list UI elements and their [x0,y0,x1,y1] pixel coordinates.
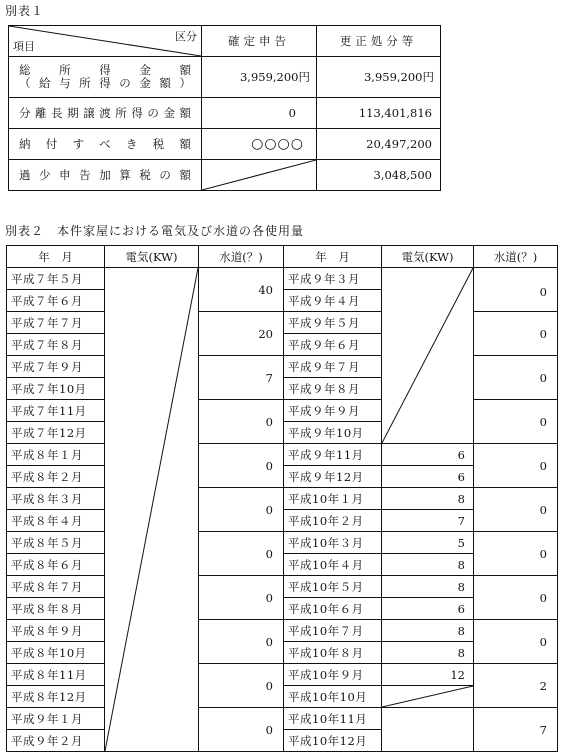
header-year-month: 年 月 [284,246,382,268]
electricity-cell: 8 [382,620,474,642]
month-cell: 平成８年９月 [7,620,105,642]
water-cell: 0 [474,620,558,664]
table1-header-row [9,26,441,57]
water-cell: 0 [474,312,558,356]
table1-row [9,129,441,160]
month-cell: 平成８年２月 [7,466,105,488]
month-cell: 平成９年３月 [284,268,382,290]
water-cell: 0 [474,444,558,488]
month-cell: 平成８年11月 [7,664,105,686]
month-cell: 平成９年６月 [284,334,382,356]
table-row [7,576,558,598]
month-cell: 平成７年９月 [7,356,105,378]
table2-header-row [7,246,558,268]
month-cell: 平成９年11月 [284,444,382,466]
electricity-cell: 6 [382,598,474,620]
label-line2: （給与所得の金額） [19,76,191,90]
month-cell: 平成７年11月 [7,400,105,422]
cell-value: 113,401,816 [317,98,441,129]
header-water: 水道(？) [474,246,558,268]
electricity-cell: 6 [382,466,474,488]
diagonal-line [382,268,473,443]
table-row [7,356,558,378]
month-cell: 平成10年10月 [284,686,382,708]
electricity-cell: 6 [382,444,474,466]
water-cell: 0 [199,488,284,532]
empty-diagonal-cell [105,268,199,752]
water-cell: 0 [199,532,284,576]
empty-diagonal-cell [382,686,474,708]
month-cell: 平成10年７月 [284,620,382,642]
month-cell: 平成10年12月 [284,730,382,752]
electricity-cell: 8 [382,642,474,664]
table-row [7,620,558,642]
water-cell: 0 [199,400,284,444]
water-cell: 0 [474,356,558,400]
electricity-cell: 8 [382,488,474,510]
diagonal-line [9,26,201,56]
table1-row [9,160,441,191]
month-cell: 平成８年５月 [7,532,105,554]
water-cell: 0 [199,708,284,752]
table-row [7,444,558,466]
table2 [6,245,558,752]
water-cell: 0 [474,488,558,532]
empty-diagonal-cell [382,268,474,444]
diagonal-line [202,160,316,190]
month-cell: 平成７年12月 [7,422,105,444]
empty-diagonal-cell [202,160,317,191]
water-cell: 0 [474,576,558,620]
header-kakutei: 確定申告 [202,26,317,57]
table-row [7,400,558,422]
water-cell: 2 [474,664,558,708]
electricity-cell: 5 [382,532,474,554]
diagonal-line [382,686,473,707]
month-cell: 平成10年９月 [284,664,382,686]
month-cell: 平成９年８月 [284,378,382,400]
month-cell: 平成10年６月 [284,598,382,620]
electricity-cell: 7 [382,510,474,532]
month-cell: 平成10年４月 [284,554,382,576]
label-line1: 総所得金額 [19,63,191,77]
water-cell: 7 [199,356,284,400]
table1-corner-cell [9,26,202,57]
month-cell: 平成７年６月 [7,290,105,312]
month-cell: 平成９年７月 [284,356,382,378]
row-label: 過少申告加算税の額 [9,160,202,191]
month-cell: 平成９年９月 [284,400,382,422]
table2-title: 別表２ 本件家屋における電気及び水道の各使用量 [5,224,305,238]
table-row [7,664,558,686]
row-label: 納付すべき税額 [9,129,202,160]
month-cell: 平成10年３月 [284,532,382,554]
month-cell: 平成７年10月 [7,378,105,400]
water-cell: 40 [199,268,284,312]
month-cell: 平成10年５月 [284,576,382,598]
header-kousei: 更正処分等 [317,26,441,57]
header-electricity: 電気(KW) [382,246,474,268]
month-cell: 平成８年１月 [7,444,105,466]
header-electricity: 電気(KW) [105,246,199,268]
table-row [7,312,558,334]
cell-value: 3,959,200円 [317,57,441,98]
month-cell: 平成10年11月 [284,708,382,730]
table-row [7,532,558,554]
water-cell: 7 [474,708,558,752]
month-cell: 平成８年６月 [7,554,105,576]
header-year-month: 年 月 [7,246,105,268]
header-water: 水道(？) [199,246,284,268]
month-cell: 平成10年８月 [284,642,382,664]
month-cell: 平成９年10月 [284,422,382,444]
table-row [7,268,558,290]
electricity-cell: 8 [382,576,474,598]
cell-value: 3,048,500 [317,160,441,191]
month-cell: 平成９年５月 [284,312,382,334]
row-label: 分離長期譲渡所得の金額 [9,98,202,129]
water-cell: 0 [474,532,558,576]
cell-value: 3,959,200円 [202,57,317,98]
diagonal-line [105,268,198,751]
corner-label-category: 区分 [175,30,197,43]
water-cell: 0 [474,400,558,444]
row-label [9,57,202,98]
month-cell: 平成７年８月 [7,334,105,356]
water-cell: 0 [199,664,284,708]
corner-label-item: 項目 [13,40,35,53]
water-cell: 0 [199,444,284,488]
water-cell: 0 [474,268,558,312]
water-cell: 0 [199,620,284,664]
month-cell: 平成８年12月 [7,686,105,708]
month-cell: 平成９年１月 [7,708,105,730]
empty-cell [382,708,474,752]
cell-value: 0 [202,98,317,129]
month-cell: 平成８年10月 [7,642,105,664]
electricity-cell: 12 [382,664,474,686]
month-cell: 平成９年４月 [284,290,382,312]
month-cell: 平成10年１月 [284,488,382,510]
month-cell: 平成７年７月 [7,312,105,334]
table-row [7,708,558,730]
month-cell: 平成９年２月 [7,730,105,752]
month-cell: 平成８年８月 [7,598,105,620]
month-cell: 平成７年５月 [7,268,105,290]
month-cell: 平成８年３月 [7,488,105,510]
month-cell: 平成９年12月 [284,466,382,488]
water-cell: 0 [199,576,284,620]
table1-row [9,57,441,98]
electricity-cell: 8 [382,554,474,576]
month-cell: 平成８年４月 [7,510,105,532]
table-row [7,488,558,510]
table1 [8,25,441,191]
month-cell: 平成８年７月 [7,576,105,598]
water-cell: 20 [199,312,284,356]
table1-title: 別表１ [5,4,45,18]
cell-value: 20,497,200 [317,129,441,160]
table2-body [7,268,558,752]
month-cell: 平成10年２月 [284,510,382,532]
table1-row [9,98,441,129]
cell-value-masked: ○○○○ [202,129,317,160]
